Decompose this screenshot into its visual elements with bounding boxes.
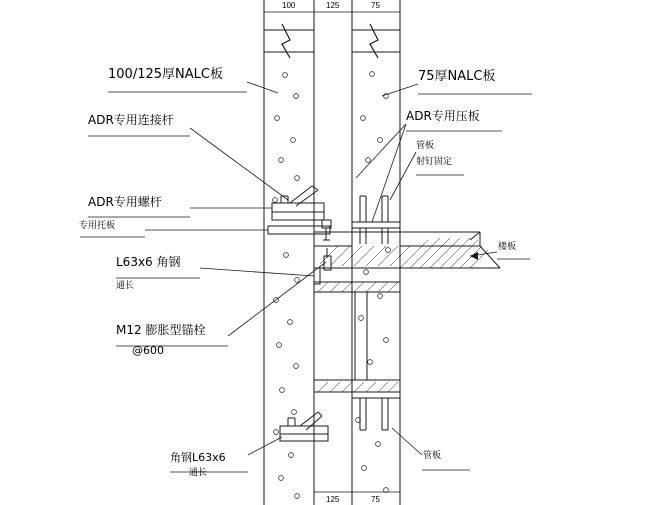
adr-connector-assembly xyxy=(268,186,331,270)
dimension-125-bottom: 125 xyxy=(326,495,340,504)
label-angle-steel-upper: L63x6 角钢 xyxy=(116,255,181,269)
label-angle-steel-upper-note: 通长 xyxy=(116,281,135,291)
beam-section xyxy=(314,282,400,392)
lower-joint-assembly xyxy=(280,392,400,441)
label-adr-press-plate: ADR专用压板 xyxy=(406,109,480,123)
adr-press-plate-assembly xyxy=(352,196,400,244)
label-floor-slab: 楼板 xyxy=(498,242,517,252)
label-nalc-left: 100/125厚NALC板 xyxy=(108,67,223,82)
label-underlines xyxy=(80,92,532,472)
dimension-75-bottom: 75 xyxy=(371,495,380,504)
label-angle-steel-lower: 角钢L63x6 xyxy=(170,451,226,464)
dimension-75-top: 75 xyxy=(371,1,380,10)
label-nail-fix: 射钉固定 xyxy=(416,157,453,167)
floor-slab-upper xyxy=(314,232,500,268)
label-angle-steel-lower-note: 通长 xyxy=(189,468,208,478)
label-expansion-bolt-spacing: @600 xyxy=(132,344,164,357)
label-special-bracket: 专用托板 xyxy=(79,221,116,231)
label-pipe-plate-lower: 管板 xyxy=(423,451,442,461)
label-pipe-plate: 管板 xyxy=(416,141,435,151)
label-nalc-right: 75厚NALC板 xyxy=(418,69,496,84)
dimension-125-top: 125 xyxy=(326,1,340,10)
label-adr-connector: ADR专用连接杆 xyxy=(88,113,174,127)
label-adr-bolt: ADR专用螺杆 xyxy=(88,195,162,209)
dimension-100: 100 xyxy=(282,1,296,10)
label-expansion-bolt: M12 膨胀型锚栓 xyxy=(116,323,206,337)
